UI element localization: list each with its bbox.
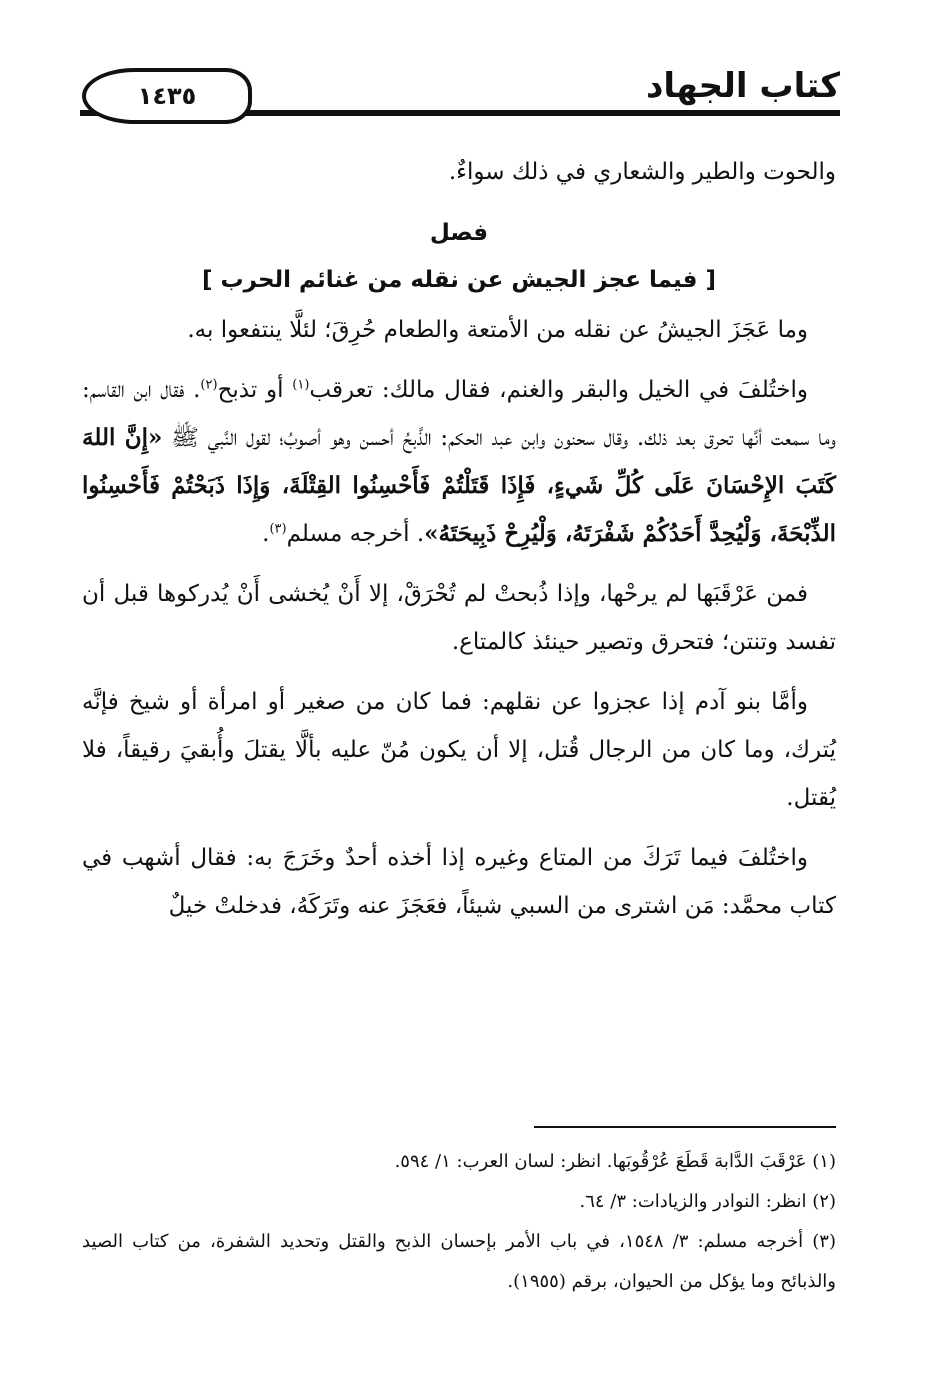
page-number-oval	[82, 68, 252, 124]
footnote-2: (٢) انظر: النوادر والزيادات: ٣/ ٦٤.	[579, 1191, 836, 1212]
paragraph-2-part-e: .	[262, 521, 270, 547]
footnote-1: (١) عَرْقَبَ الدَّابة قَطَعَ عُرْقُوبَها. انظر: لسان العرب: ١/ ٥٩٤.	[394, 1151, 836, 1172]
page-header	[80, 60, 840, 130]
paragraph-4: وأمَّا بنو آدم إذا عجزوا عن نقلهم: فما كان من صغير أو امرأة أو شيخ فإنَّه يُترك، وما كان من الرجال قُتل، إلا أن يكون مُنّ عليه بألَّا يقتلَ وأُبقيَ رقيقاً، فلا يُقتل.	[82, 689, 836, 811]
section-title: فصل	[429, 220, 489, 246]
paragraph-3: فمن عَرْقَبَها لم يرحْها، وإذا ذُبحتْ لم تُحْرَقْ، إلا أَنْ يُخشى أَنْ يُدركوها قبل أن تفسد وتنتن؛ فتحرق وتصير حينئذ كالمتاع.	[82, 581, 836, 655]
paragraph-5: واختُلفَ فيما تَرَكَ من المتاع وغيره إذا أخذه أحدٌ وخَرَجَ به: فقال أشهب في كتاب محمَّد: مَن اشترى من السبي شيئاً، فعَجَزَ عنه وتَرَكَهُ، فدخلتْ خيلٌ	[82, 845, 836, 919]
paragraph-2-part-b: أو تذبح	[217, 377, 293, 403]
intro-line: والحوت والطير والشعاري في ذلك سواءٌ.	[448, 159, 836, 185]
paragraph-1: وما عَجَزَ الجيشُ عن نقله من الأمتعة والطعام حُرِقَ؛ لئلَّا ينتفعوا به.	[187, 317, 808, 343]
hadith-quote: «إِنَّ اللهَ كَتَبَ الإِحْسَانَ عَلَى كُلِّ شَيءٍ، فَإِذَا قَتَلْتُمْ فَأَحْسِنُوا القِتْلَةَ، وَإِذَا ذَبَحْتُمْ فَأَحْسِنُوا الذِّبْحَةَ، وَلْيُحِدَّ أَحَدُكُمْ شَفْرَتَهُ، وَلْيُرِحْ ذَبِيحَتَهُ»	[82, 424, 836, 547]
page-number: ١٤٣٥	[137, 82, 197, 110]
footnotes	[82, 1142, 836, 1302]
footnote-3: (٣) أخرجه مسلم: ٣/ ١٥٤٨، في باب الأمر بإحسان الذبح والقتل وتحديد الشفرة، من كتاب الصيد والذبائح وما يؤكل من الحيوان، برقم (١٩٥٥).	[82, 1231, 836, 1292]
book-title: كتاب الجهاد	[636, 64, 840, 108]
paragraph-2-part-d: . أخرجه مسلم	[286, 521, 425, 547]
footnote-ref-2[interactable]: (٢)	[200, 377, 218, 393]
footnote-ref-1[interactable]: (١)	[292, 377, 310, 393]
paragraph-2-part-c: . فقال ابن القاسم: وما سمعت أنَّها تحرق بعد ذلك. وقال سحنون وابن عبد الحكم: الذَّبحُ أحسن وهو أصوبُ؛ لقول النَّبي ﷺ	[82, 377, 836, 451]
footnote-divider	[534, 1126, 836, 1128]
section-subtitle: [ فيما عجز الجيش عن نقله من غنائم الحرب ]	[202, 267, 716, 293]
footnote-ref-3[interactable]: (٣)	[269, 521, 287, 537]
paragraph-2-part-a: واختُلفَ في الخيل والبقر والغنم، فقال مالك: تعرقب	[309, 377, 808, 403]
body-text	[82, 148, 836, 942]
paragraph-2	[82, 366, 836, 558]
